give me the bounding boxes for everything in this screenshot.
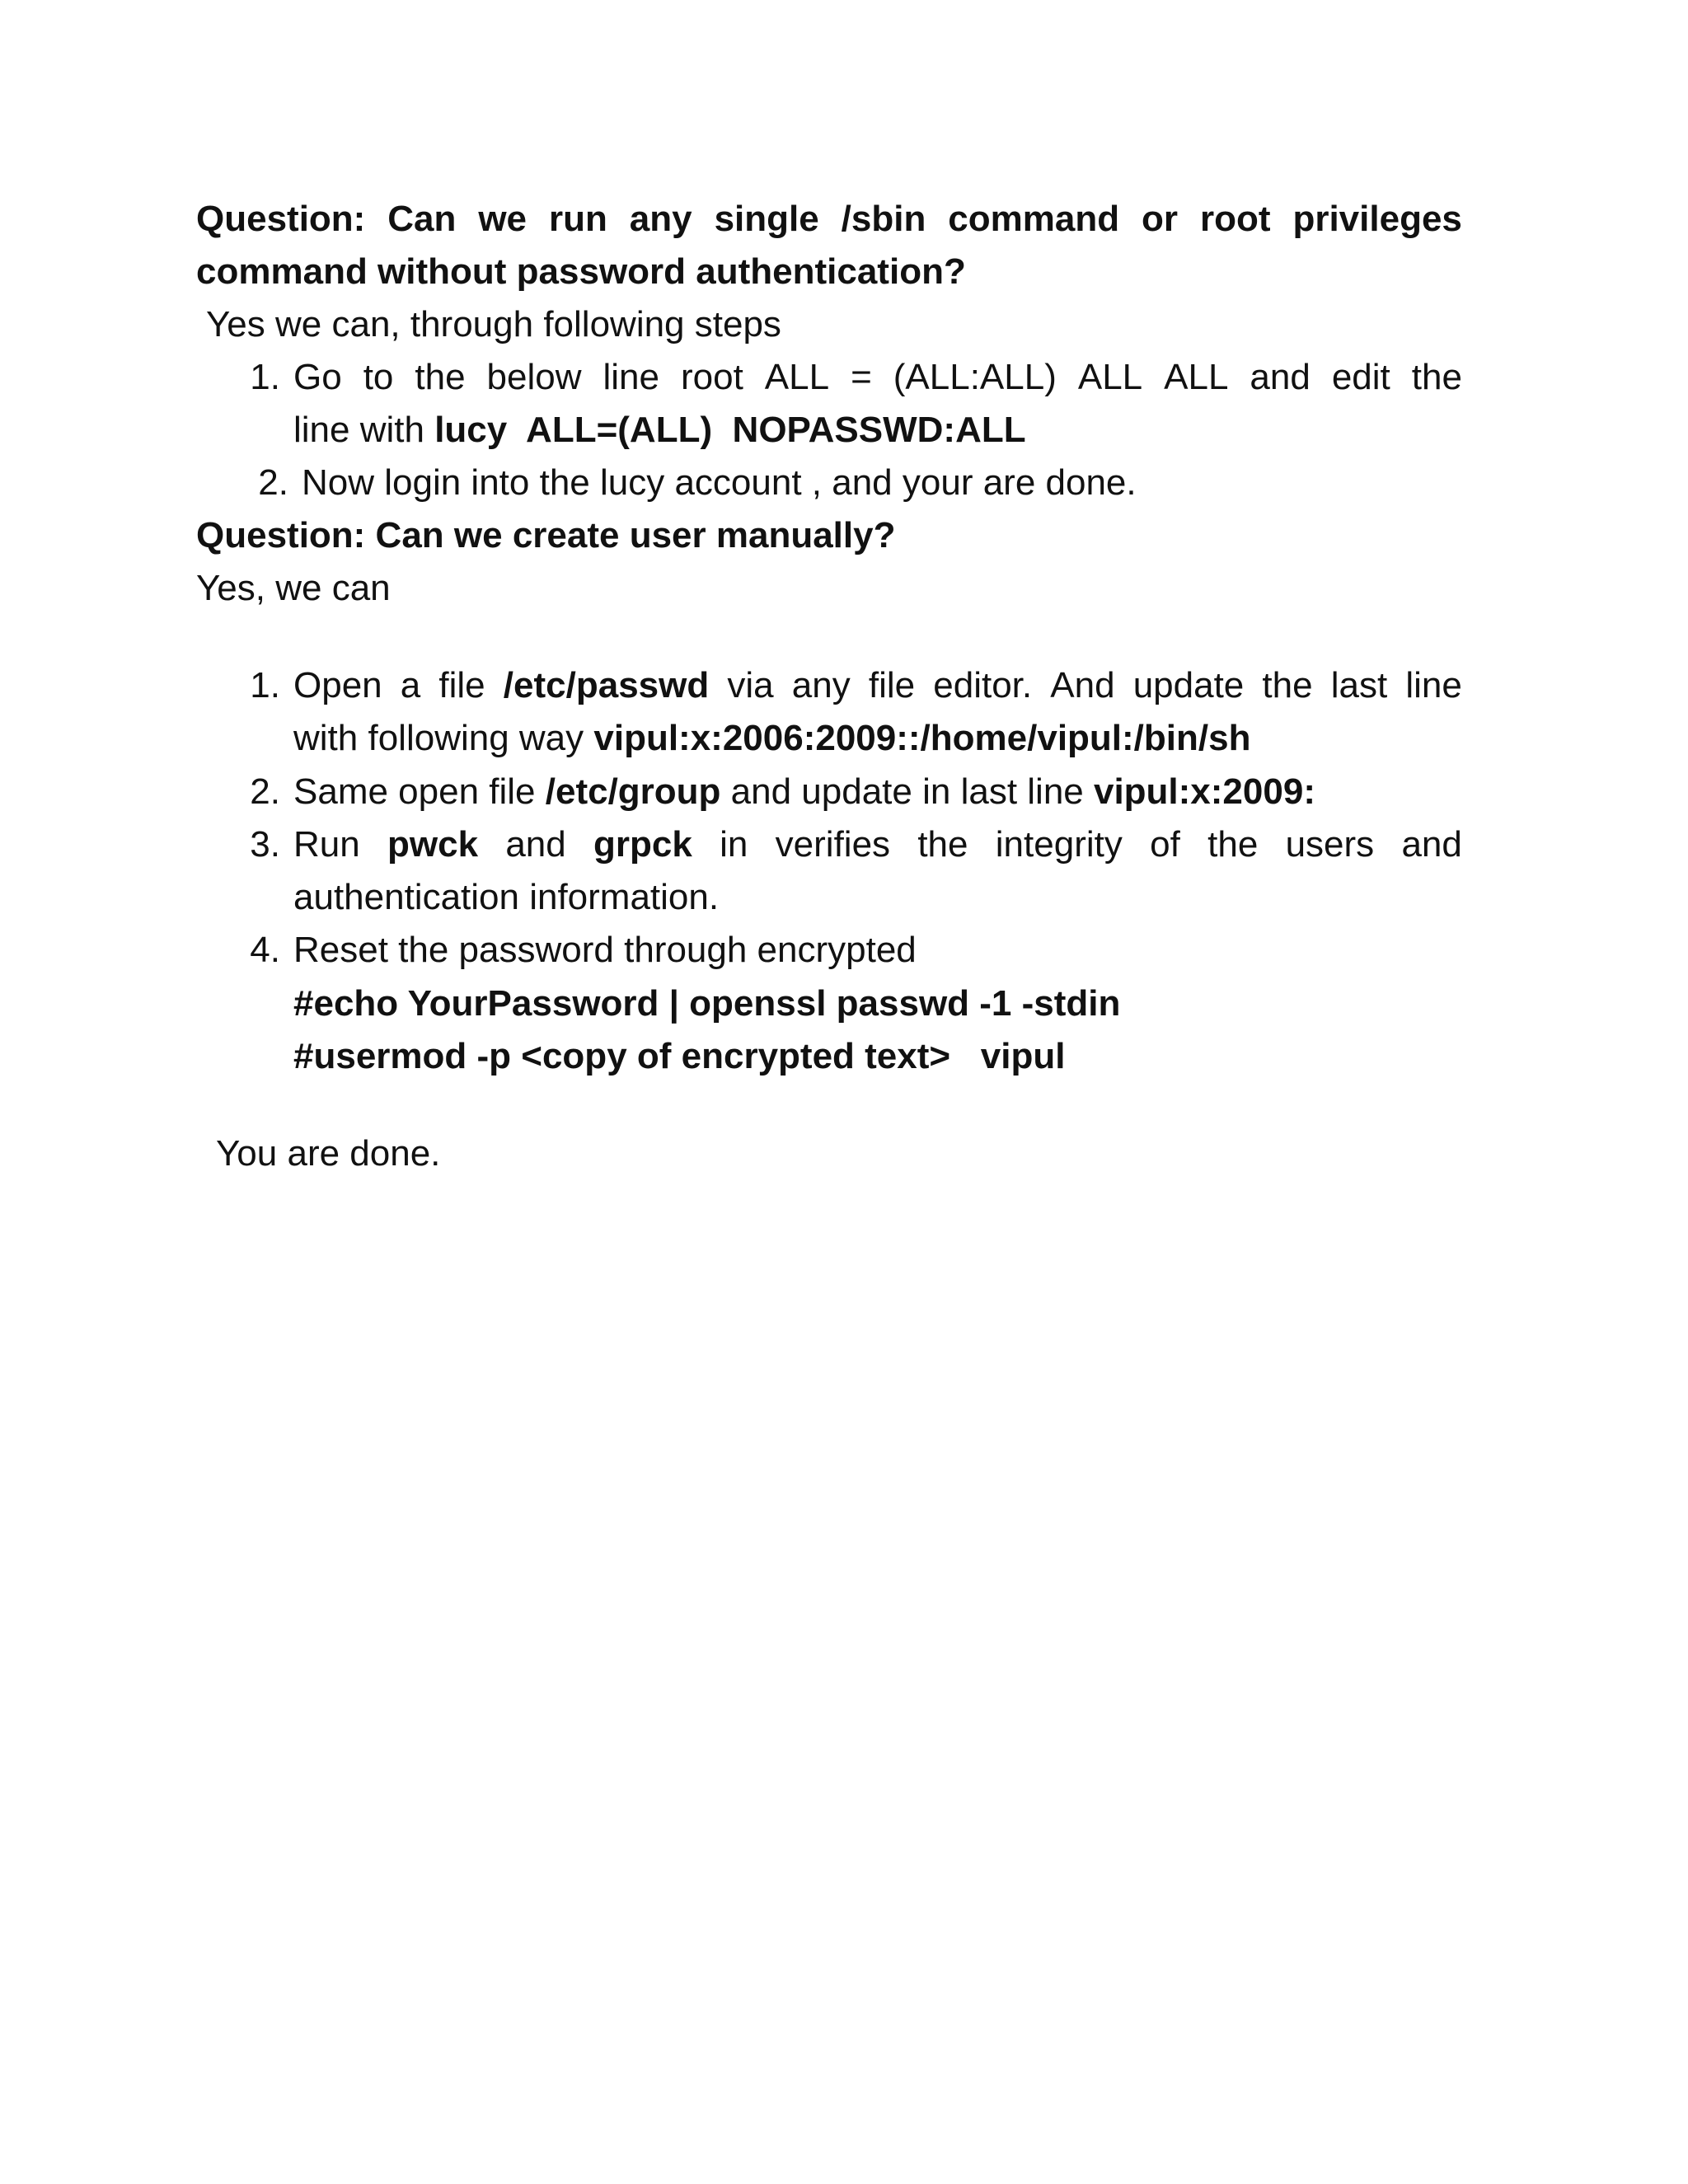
question-1-title-line-1 [196, 193, 1462, 246]
question-2-answer: Yes, we can [196, 568, 391, 608]
word: or [1142, 199, 1179, 239]
word: a [400, 665, 421, 705]
q2-step-4-command-2: #usermod -p <copy of encrypted text> vipul [293, 1036, 1066, 1076]
word: any [791, 665, 851, 705]
q2-step-2-bold-a: /etc/group [545, 771, 721, 812]
word: file [868, 665, 916, 705]
word: below [486, 357, 582, 397]
word: the [1207, 824, 1259, 865]
question-1-answer: Yes we can, through following steps [206, 304, 781, 344]
question-1-title-line-2: command without password authentication? [196, 251, 966, 292]
word: users [1285, 824, 1375, 865]
word: last [1330, 665, 1388, 705]
word: file [438, 665, 485, 705]
q2-step-1-line-2-text: with following way [293, 718, 594, 758]
word: the [1262, 665, 1313, 705]
q2-step-2-text [293, 766, 1315, 818]
word: /etc/passwd [503, 665, 710, 705]
q2-step-1-line-1 [293, 659, 1462, 712]
word: of [1150, 824, 1180, 865]
q2-step-2-text-a: Same open file [293, 771, 546, 812]
word: update [1132, 665, 1245, 705]
word: ALL [764, 357, 830, 397]
q2-step-3-line-1 [293, 818, 1462, 871]
word: privileges [1292, 199, 1462, 239]
word: Question: [196, 199, 366, 239]
word: Run [293, 824, 360, 865]
word: (ALL:ALL) [893, 357, 1057, 397]
word: the [1411, 357, 1462, 397]
word: we [478, 199, 528, 239]
word: run [548, 199, 607, 239]
q2-step-3-number: 3. [250, 824, 280, 865]
word: pwck [387, 824, 479, 865]
word: via [727, 665, 774, 705]
closing-text: You are done. [216, 1133, 441, 1174]
word: integrity [995, 824, 1123, 865]
q1-step-1-line-2 [293, 404, 1026, 457]
word: and [1250, 357, 1311, 397]
q1-step-1-line-2-bold: lucy ALL=(ALL) NOPASSWD:ALL [434, 410, 1026, 450]
word: root [1199, 199, 1271, 239]
word: to [363, 357, 394, 397]
word: and [1401, 824, 1462, 865]
q1-step-2-number: 2. [258, 462, 288, 503]
q2-step-4-command-1: #echo YourPassword | openssl passwd -1 -stdin [293, 983, 1121, 1024]
word: line [1405, 665, 1462, 705]
word: Open [293, 665, 382, 705]
word: any [629, 199, 692, 239]
q1-step-1-line-1 [293, 351, 1462, 404]
word: the [415, 357, 466, 397]
word: Go [293, 357, 342, 397]
q2-step-1-line-2-bold: vipul:x:2006:2009::/home/vipul:/bin/sh [593, 718, 1251, 758]
q2-step-2-bold-b: vipul:x:2009: [1093, 771, 1315, 812]
q2-step-3-line-2: authentication information. [293, 877, 720, 917]
q2-step-2-text-b: and update in last line [720, 771, 1094, 812]
word: = [851, 357, 872, 397]
word: command [948, 199, 1120, 239]
q1-step-2-text: Now login into the lucy account , and your are done. [302, 462, 1137, 503]
word: verifies [775, 824, 891, 865]
q2-step-2-number: 2. [250, 771, 280, 812]
word: and [505, 824, 566, 865]
word: editor. [933, 665, 1033, 705]
q2-step-1-line-2 [293, 712, 1250, 765]
word: Can [387, 199, 457, 239]
question-2-title: Question: Can we create user manually? [196, 515, 896, 555]
word: ALL [1077, 357, 1143, 397]
word: /sbin [841, 199, 926, 239]
word: single [714, 199, 819, 239]
word: ALL [1164, 357, 1229, 397]
word: root [680, 357, 743, 397]
word: in [720, 824, 748, 865]
word: edit [1331, 357, 1390, 397]
q2-step-1-number: 1. [250, 665, 280, 705]
word: the [917, 824, 968, 865]
q2-step-4-number: 4. [250, 930, 280, 970]
q1-step-1-number: 1. [250, 357, 280, 397]
word: line [603, 357, 659, 397]
word: And [1050, 665, 1115, 705]
q2-step-4-text: Reset the password through encrypted [293, 930, 917, 970]
word: grpck [593, 824, 692, 865]
q1-step-1-line-2-text: line with [293, 410, 435, 450]
